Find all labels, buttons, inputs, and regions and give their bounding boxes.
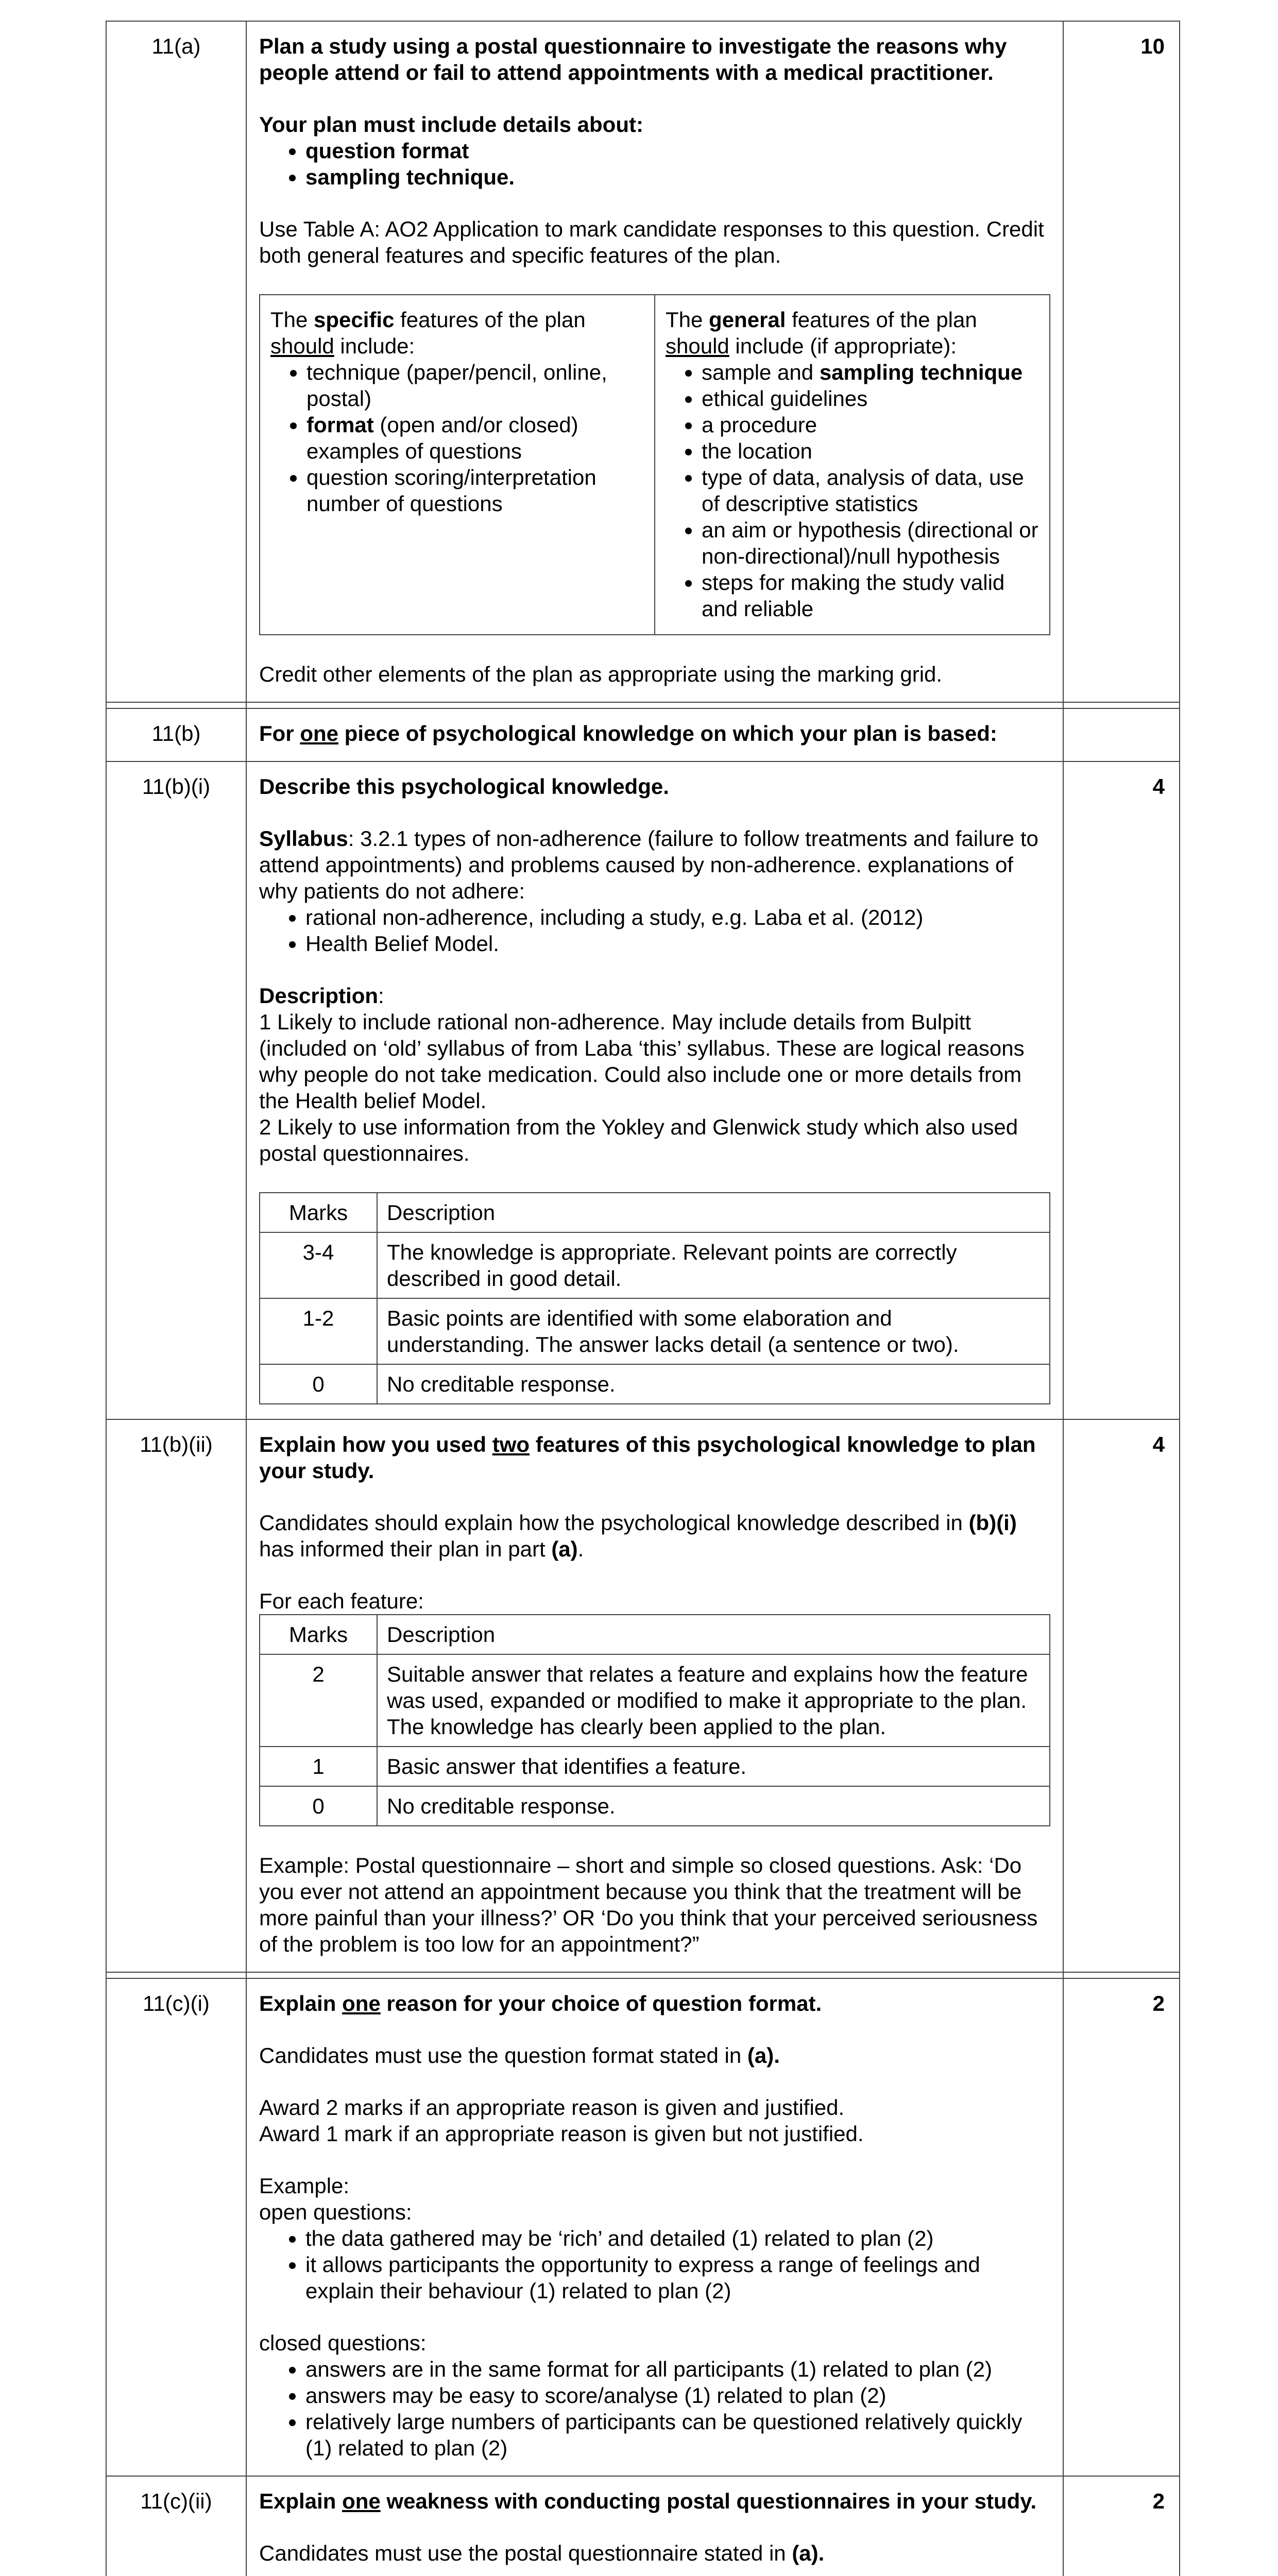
question-number: 11(b)(ii) — [106, 1419, 246, 1972]
example-label: Example: — [259, 2174, 350, 2198]
grid-row: 0 No creditable response. — [260, 1364, 1050, 1404]
specific-features-list — [270, 359, 644, 517]
mark-scheme-table — [106, 21, 1180, 2576]
row-11b — [106, 708, 1180, 761]
marks — [1063, 708, 1180, 761]
syllabus: Syllabus: 3.2.1 types of non-adherence (failure to follow treatments and failure to attend appointments) and problems caused by non-adherence. explanations of why patients do not adhere: — [259, 826, 1038, 903]
candidates-note: Candidates must use the question format stated in (a). — [259, 2043, 780, 2067]
list-item: • it allows participants the opportunity to express a range of feelings and explain their behaviour (1) related to plan (2) — [305, 2251, 1050, 2304]
question-number: 11(c)(ii) — [106, 2476, 246, 2576]
grid-header: Marks Description — [260, 1615, 1050, 1654]
marks: 2 — [1063, 2476, 1180, 2576]
must-include-list — [259, 138, 1050, 190]
general-heading: The general features of the plan should include (if appropriate): — [666, 308, 977, 358]
list-item: • the location — [702, 438, 1039, 464]
question-number: 11(c)(i) — [106, 1978, 246, 2476]
candidates-note: Candidates should explain how the psychological knowledge described in (b)(i) has informed their plan in part (a). — [259, 1511, 1017, 1561]
answer-cell — [246, 2476, 1063, 2576]
general-features-list — [666, 359, 1039, 622]
list-item: • type of data, analysis of data, use of descriptive statistics — [702, 464, 1039, 517]
use-table-note: Use Table A: AO2 Application to mark candidate responses to this question. Credit both general features and specific features of the plan. — [259, 217, 1044, 267]
marks: 2 — [1063, 1978, 1180, 2476]
general-features-cell — [655, 295, 1050, 635]
grid-row: 3-4 The knowledge is appropriate. Relevant points are correctly described in good detail. — [260, 1232, 1050, 1298]
award-2: Award 2 marks if an appropriate reason is given and justified. — [259, 2095, 845, 2120]
marks: 4 — [1063, 761, 1180, 1419]
row-separator — [106, 702, 1180, 708]
list-item: • ethical guidelines — [702, 385, 1039, 412]
open-questions-label: open questions: — [259, 2200, 412, 2224]
question-number: 11(b)(i) — [106, 761, 246, 1419]
list-item: • Health Belief Model. — [305, 930, 1050, 957]
list-item: • a procedure — [702, 412, 1039, 438]
question-title: For one piece of psychological knowledge on which your plan is based: — [259, 721, 997, 745]
syllabus-list — [259, 904, 1050, 957]
answer-cell — [246, 21, 1063, 702]
candidates-note: Candidates must use the postal questionnaire stated in (a). — [259, 2541, 825, 2565]
specific-heading: The specific features of the plan should include: — [270, 308, 586, 358]
specific-features-cell — [260, 295, 655, 635]
grid-row: 2 Suitable answer that relates a feature and explains how the feature was used, expanded or modified to make it appropriate to the plan. The knowledge has clearly been applied to the plan. — [260, 1654, 1050, 1747]
example: Example: Postal questionnaire – short and simple so closed questions. Ask: ‘Do you ever not attend an appointment because you think that the treatment will be more painful than your illness?’ OR ‘Do you think that your perceived seriousness of the problem is too low for an appointment?” — [259, 1853, 1038, 1956]
question-title: Explain how you used two features of this psychological knowledge to plan your study. — [259, 1432, 1036, 1483]
answer-cell — [246, 708, 1063, 761]
list-item: • question format — [305, 138, 1050, 164]
credit-other-note: Credit other elements of the plan as appropriate using the marking grid. — [259, 662, 943, 686]
closed-questions-list — [259, 2356, 1050, 2461]
list-item: • steps for making the study valid and reliable — [702, 569, 1039, 622]
list-item: • format (open and/or closed) examples of questions — [306, 412, 644, 464]
answer-cell — [246, 1419, 1063, 1972]
open-questions-list — [259, 2225, 1050, 2304]
answer-cell — [246, 1978, 1063, 2476]
question-title: Describe this psychological knowledge. — [259, 774, 669, 799]
list-item: • answers are in the same format for all participants (1) related to plan (2) — [305, 2356, 1050, 2382]
question-title: Explain one weakness with conducting postal questionnaires in your study. — [259, 2489, 1037, 2513]
grid-row: 1-2 Basic points are identified with some elaboration and understanding. The answer lacks detail (a sentence or two). — [260, 1298, 1050, 1364]
question-number: 11(b) — [106, 708, 246, 761]
list-item: • an aim or hypothesis (directional or non-directional)/null hypothesis — [702, 517, 1039, 569]
marking-grid — [259, 1192, 1050, 1404]
list-item: • the data gathered may be ‘rich’ and detailed (1) related to plan (2) — [305, 2225, 1050, 2251]
mark-scheme-page — [106, 21, 1180, 2576]
must-include: Your plan must include details about: — [259, 112, 643, 137]
list-item: • answers may be easy to score/analyse (1) related to plan (2) — [305, 2382, 1050, 2409]
list-item: • sampling technique. — [305, 164, 1050, 190]
marks: 4 — [1063, 1419, 1180, 1972]
row-11ci — [106, 1978, 1180, 2476]
list-item: • relatively large numbers of participants can be questioned relatively quickly (1) related to plan (2) — [305, 2409, 1050, 2461]
question-title: Plan a study using a postal questionnaire to investigate the reasons why people attend or fail to attend appointments with a medical practitioner. — [259, 34, 1007, 84]
award-1: Award 1 mark if an appropriate reason is given but not justified. — [259, 2122, 864, 2146]
list-item: • technique (paper/pencil, online, postal) — [306, 359, 644, 412]
row-11bii — [106, 1419, 1180, 1972]
description-label: Description: — [259, 984, 384, 1008]
features-table — [259, 294, 1050, 635]
row-11a — [106, 21, 1180, 702]
grid-row: 0 No creditable response. — [260, 1786, 1050, 1826]
description-1: 1 Likely to include rational non-adherence. May include details from Bulpitt (included on ‘old’ syllabus of from Laba ‘this’ syllabus. These are logical reasons why people do not take medication. Could also include one or more details from the Health belief Model. — [259, 1010, 1025, 1113]
grid-row: 1 Basic answer that identifies a feature. — [260, 1747, 1050, 1786]
row-11cii — [106, 2476, 1180, 2576]
grid-header: Marks Description — [260, 1193, 1050, 1232]
for-each-feature: For each feature: — [259, 1589, 424, 1613]
row-separator — [106, 1972, 1180, 1978]
list-item: • sample and sampling technique — [702, 359, 1039, 385]
marking-grid — [259, 1614, 1050, 1826]
answer-cell — [246, 761, 1063, 1419]
marks: 10 — [1063, 21, 1180, 702]
list-item: • rational non-adherence, including a study, e.g. Laba et al. (2012) — [305, 904, 1050, 930]
question-number: 11(a) — [106, 21, 246, 702]
row-11bi — [106, 761, 1180, 1419]
description-2: 2 Likely to use information from the Yokley and Glenwick study which also used postal questionnaires. — [259, 1115, 1018, 1165]
question-title: Explain one reason for your choice of question format. — [259, 1991, 822, 2015]
closed-questions-label: closed questions: — [259, 2331, 427, 2355]
list-item: • question scoring/interpretation number of questions — [306, 464, 644, 517]
